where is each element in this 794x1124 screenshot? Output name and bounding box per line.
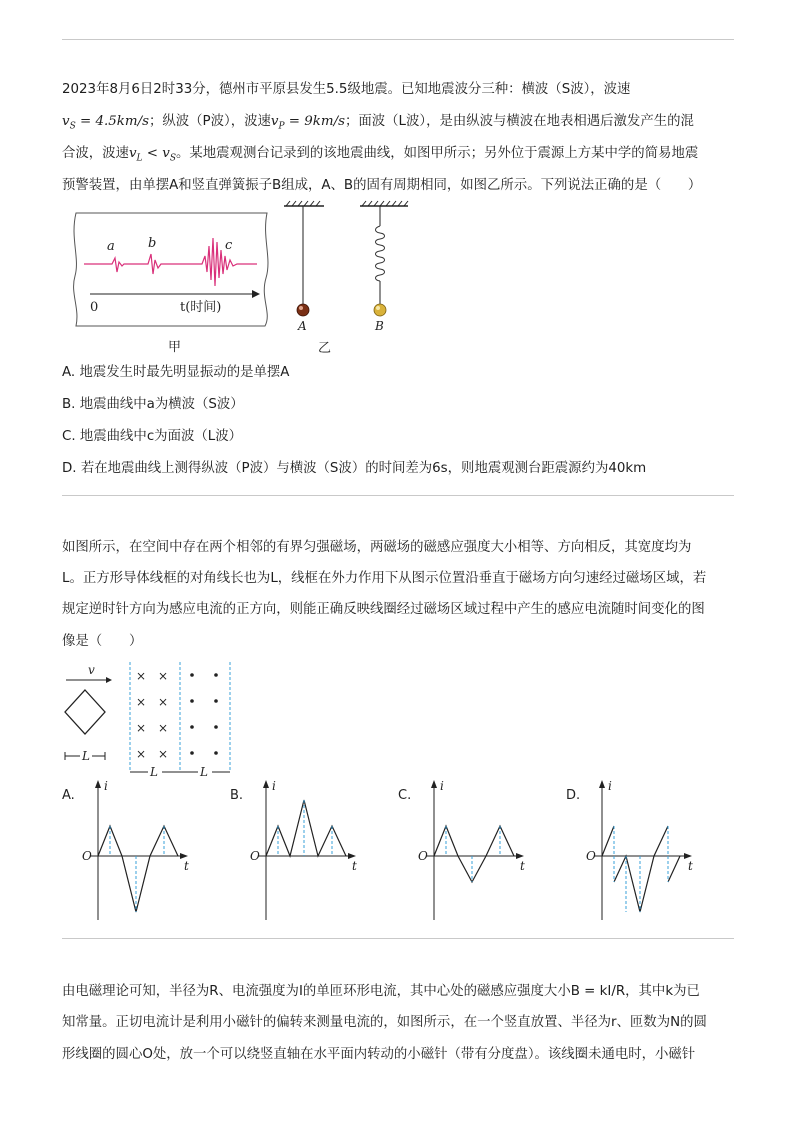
- math-expr: < v: [142, 146, 170, 161]
- option-a[interactable]: A. 地震发生时最先明显振动的是单摆A: [62, 365, 290, 380]
- graph-c-label[interactable]: C.: [398, 788, 412, 803]
- origin-label: O: [250, 849, 260, 863]
- svg-text:×: ×: [136, 721, 147, 735]
- math-v: v: [62, 114, 70, 129]
- spring-coil: [376, 226, 385, 281]
- q3-line-2: 知常量。正切电流计是利用小磁针的偏转来测量电流的，如图所示，在一个竖直放置、半径为r、匝数为N的圆: [62, 1015, 707, 1030]
- bob-highlight: [299, 306, 303, 310]
- q3-line-1: 由电磁理论可知，半径为R、电流强度为I的单匝环形电流，其中心处的磁感应强度大小B = kI/R，其中k为已: [62, 984, 700, 999]
- origin-label: O: [82, 849, 92, 863]
- square-loop: [65, 690, 105, 734]
- origin-label: O: [586, 849, 596, 863]
- svg-text:×: ×: [136, 695, 147, 709]
- separator: [62, 39, 734, 40]
- svg-text:×: ×: [136, 747, 147, 761]
- math-sub: P: [278, 121, 285, 132]
- velocity-label: v: [88, 663, 95, 677]
- field-into-page: [136, 669, 168, 761]
- option-b[interactable]: B. 地震曲线中a为横波（S波）: [62, 397, 244, 412]
- dim-label-l: L: [82, 749, 90, 763]
- origin-label: O: [418, 849, 428, 863]
- caption-yi: 乙: [318, 341, 332, 356]
- i-label: i: [272, 779, 276, 793]
- math-v: v: [128, 146, 137, 161]
- arrow-head: [106, 677, 112, 683]
- axis-time-label: t(时间): [180, 300, 222, 315]
- i-label: i: [104, 779, 108, 793]
- bob-highlight: [376, 306, 380, 310]
- math-v: v: [270, 114, 279, 129]
- graph-a-label[interactable]: A.: [62, 788, 75, 803]
- text: ；纵波（P波），波速: [148, 114, 271, 129]
- label-b: b: [148, 236, 157, 251]
- field-out-of-page: [190, 673, 218, 755]
- svg-text:×: ×: [158, 721, 169, 735]
- graph-a[interactable]: [80, 778, 190, 923]
- option-c[interactable]: C. 地震曲线中c为面波（L波）: [62, 429, 242, 444]
- separator: [62, 495, 734, 496]
- i-label: i: [440, 779, 444, 793]
- arrow-head: [431, 780, 437, 788]
- svg-text:×: ×: [136, 669, 147, 683]
- q1-line-4: 预警装置，由单摆A和竖直弹簧振子B组成，A、B的固有周期相同，如图乙所示。下列说法正确的是（ ）: [62, 178, 702, 193]
- q1-line-3: [62, 144, 698, 169]
- graph-d[interactable]: [584, 778, 694, 923]
- seismograph-figure: [62, 198, 422, 358]
- svg-text:×: ×: [158, 669, 169, 683]
- label-a: a: [107, 239, 115, 254]
- q3-line-3: 形线圈的圆心O处，放一个可以绕竖直轴在水平面内转动的小磁针（带有分度盘）。该线圈未通电时，小磁针: [62, 1047, 696, 1062]
- q2-line-1: 如图所示，在空间中存在两个相邻的有界匀强磁场，两磁场的磁感应强度大小相等、方向相反，其宽度均为: [62, 540, 692, 555]
- math-sub: S: [169, 153, 176, 164]
- math-expr: = 9km/s: [284, 114, 345, 129]
- t-label: t: [688, 859, 693, 873]
- q1-line-2: [62, 112, 694, 137]
- t-label: t: [184, 859, 189, 873]
- label-spring-b: B: [375, 319, 384, 333]
- t-label: t: [520, 859, 525, 873]
- q2-line-4: 像是（ ）: [62, 634, 143, 649]
- magnetic-field-figure: [60, 660, 250, 782]
- dim-label-l: L: [200, 765, 208, 779]
- i-label: i: [608, 779, 612, 793]
- math-sub: S: [69, 121, 76, 132]
- axis-zero: 0: [90, 300, 99, 315]
- pendulum-bob-a: [297, 304, 309, 316]
- caption-jia: 甲: [168, 340, 182, 355]
- arrow-head: [95, 780, 101, 788]
- text: 。某地震观测台记录到的该地震曲线，如图甲所示；另外位于震源上方某中学的简易地震: [176, 146, 699, 161]
- text: 合波，波速: [62, 146, 129, 161]
- graph-b-label[interactable]: B.: [230, 788, 244, 803]
- q2-line-2: L。正方形导体线框的对角线长也为L，线框在外力作用下从图示位置沿垂直于磁场方向匀速经过磁场区域，若: [62, 571, 707, 586]
- text: ；面波（L波），是由纵波与横波在地表相遇后激发产生的混: [344, 114, 694, 129]
- seismograph-paper: [74, 213, 268, 326]
- label-pendulum-a: A: [298, 319, 307, 333]
- svg-text:×: ×: [158, 747, 169, 761]
- q2-line-3: 规定逆时针方向为感应电流的正方向，则能正确反映线圈经过磁场区域过程中产生的感应电流随时间变化的图: [62, 602, 705, 617]
- graph-c[interactable]: [416, 778, 526, 923]
- t-label: t: [352, 859, 357, 873]
- option-d[interactable]: D. 若在地震曲线上测得纵波（P波）与横波（S波）的时间差为6s，则地震观测台距震源约为40km: [62, 461, 647, 476]
- spring-bob-b: [374, 304, 386, 316]
- graph-b[interactable]: [248, 778, 358, 923]
- svg-text:×: ×: [158, 695, 169, 709]
- separator: [62, 938, 734, 939]
- label-c: c: [225, 238, 233, 253]
- graph-d-label[interactable]: D.: [566, 788, 581, 803]
- arrow-head: [599, 780, 605, 788]
- math-expr: = 4.5km/s: [75, 114, 149, 129]
- arrow-head: [263, 780, 269, 788]
- math-sub: L: [136, 153, 143, 164]
- dim-label-l: L: [150, 765, 158, 779]
- q1-line-1: 2023年8月6日2时33分，德州市平原县发生5.5级地震。已知地震波分三种：横波（S波），波速: [62, 82, 631, 97]
